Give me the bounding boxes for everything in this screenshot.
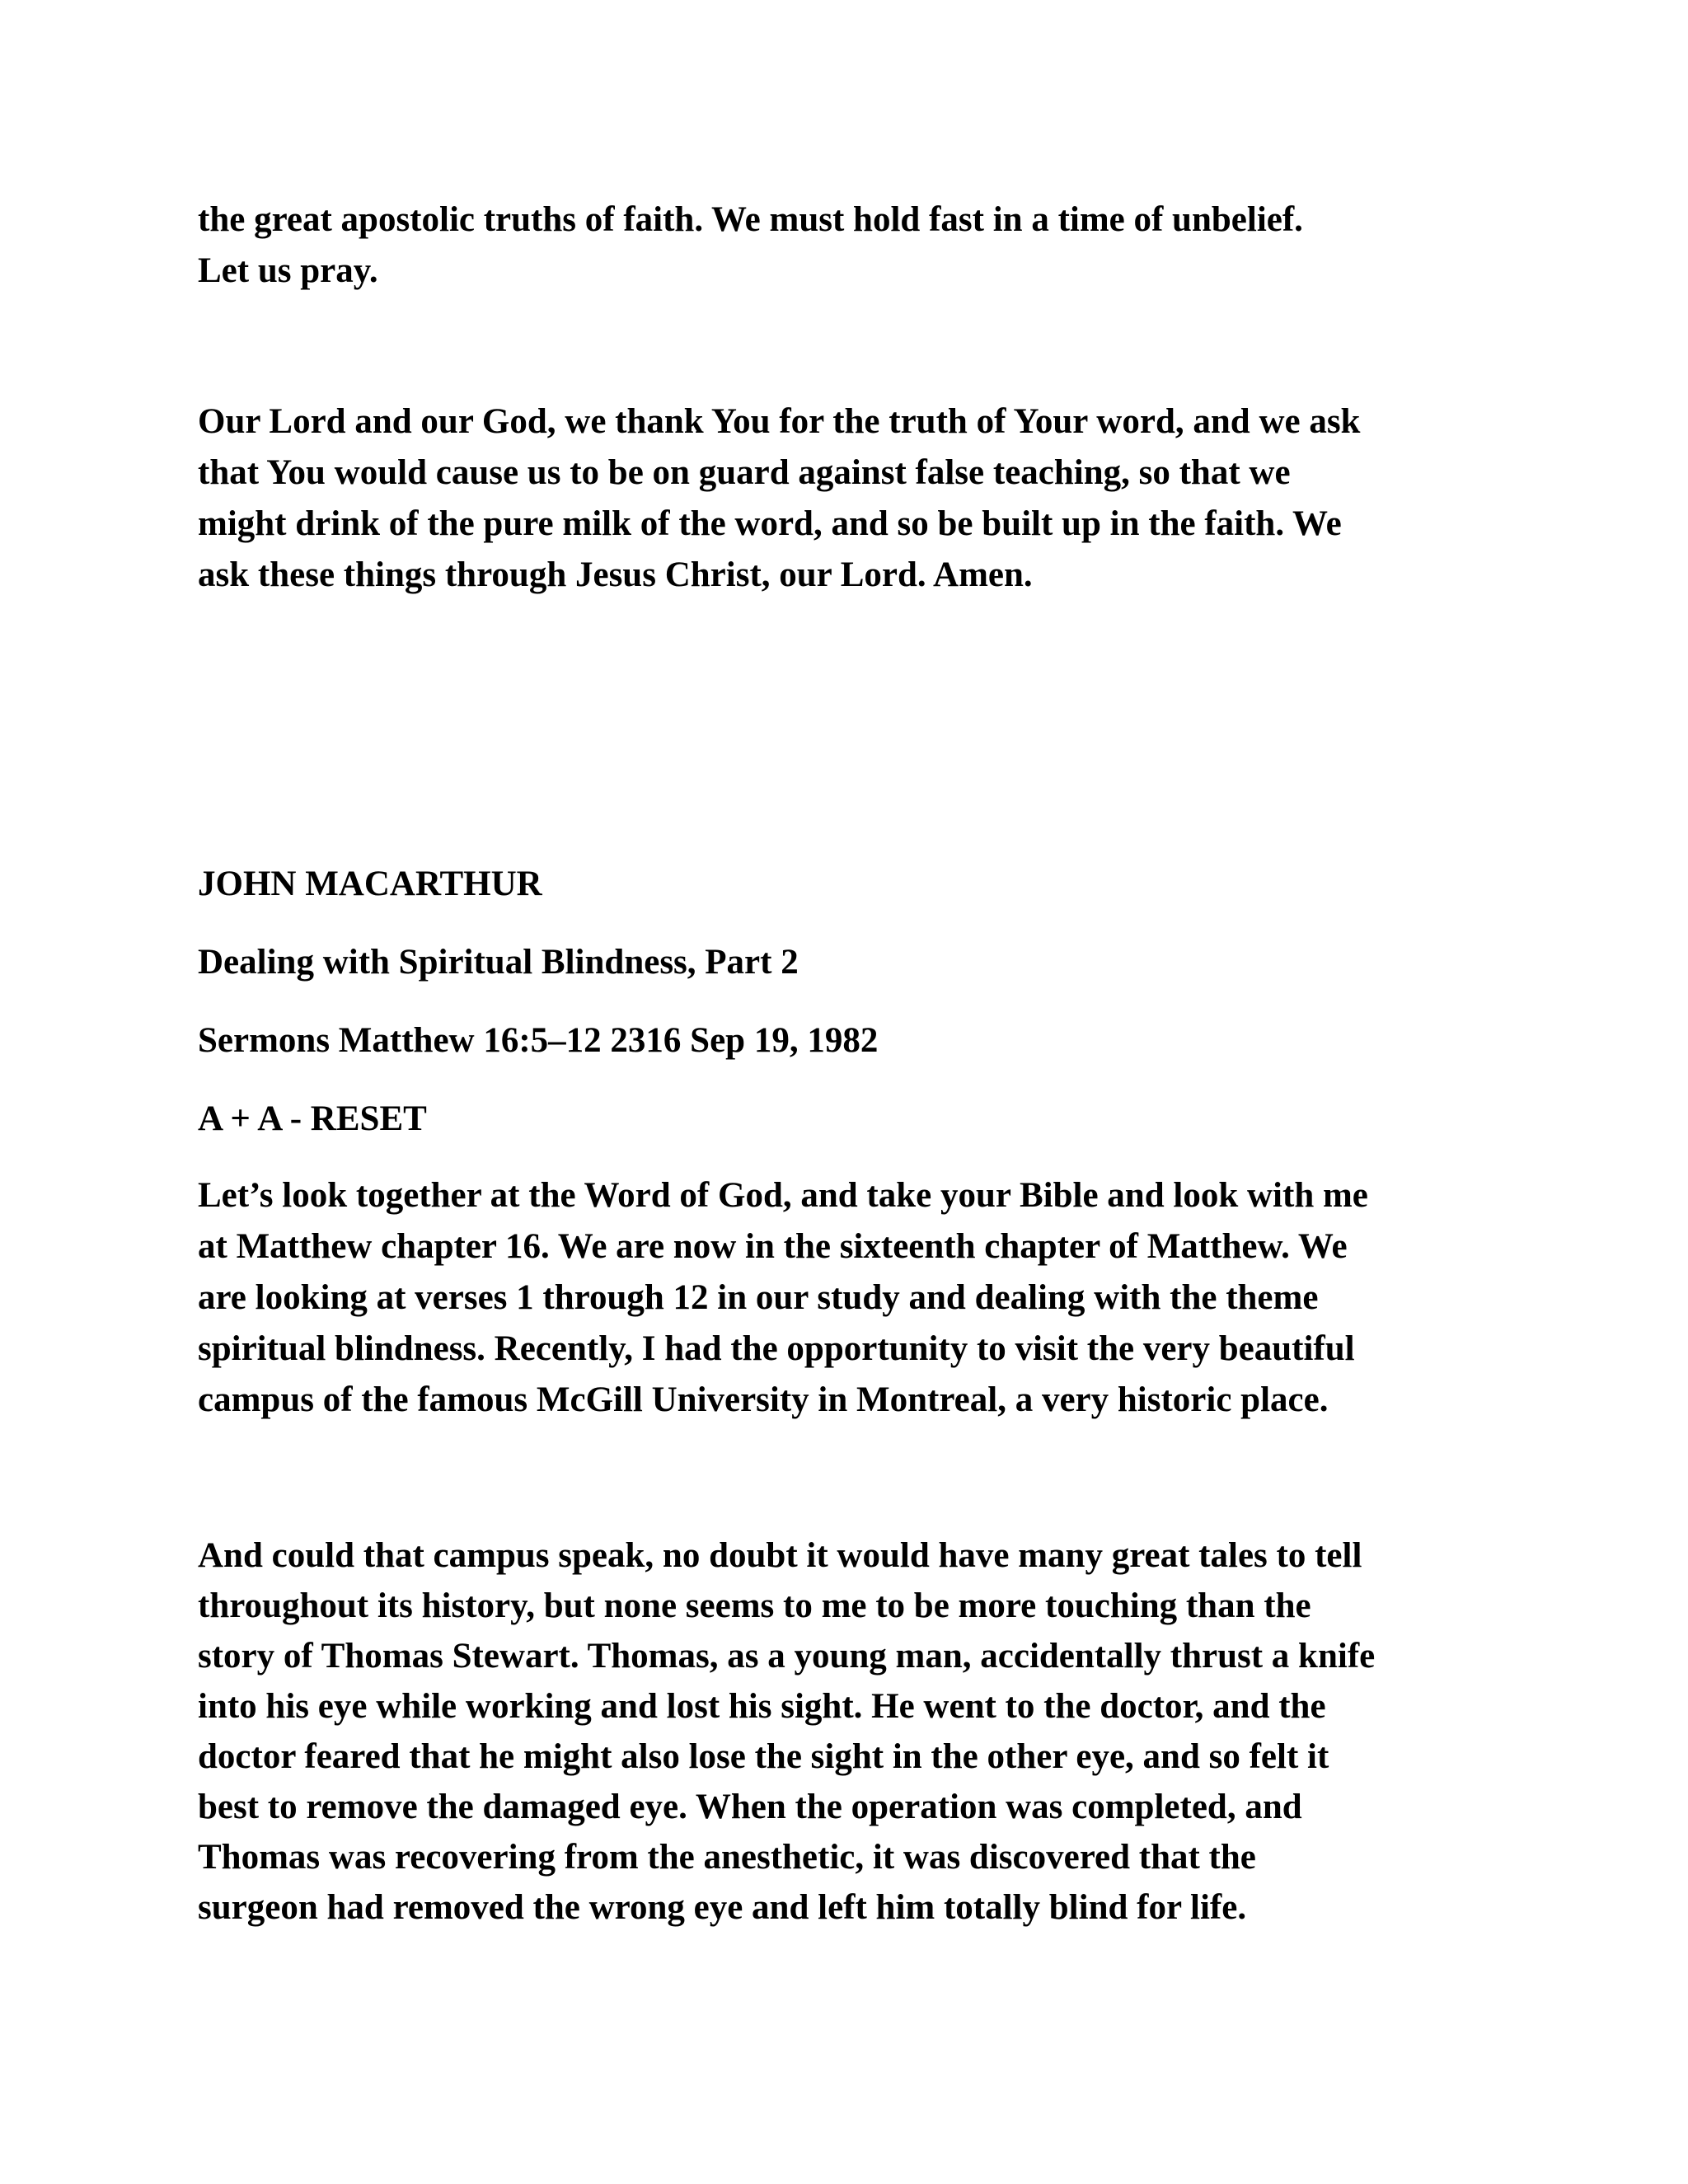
font-size-controls: A + A - RESET (198, 1099, 427, 1138)
story-paragraph-line: throughout its history, but none seems to me to be more touching than the (198, 1586, 1311, 1625)
story-paragraph-line: surgeon had removed the wrong eye and left him totally blind for life. (198, 1888, 1247, 1927)
intro-paragraph-line: Let’s look together at the Word of God, and take your Bible and look with me (198, 1176, 1368, 1215)
story-paragraph-line: Thomas was recovering from the anesthetic, it was discovered that the (198, 1838, 1256, 1877)
prayer-line: might drink of the pure milk of the word, and so be built up in the faith. We (198, 504, 1342, 543)
intro-paragraph-line: are looking at verses 1 through 12 in our study and dealing with the theme (198, 1278, 1319, 1317)
intro-paragraph-line: campus of the famous McGill University in Montreal, a very historic place. (198, 1380, 1329, 1419)
sermon-title: Dealing with Spiritual Blindness, Part 2 (198, 943, 799, 982)
story-paragraph-line: best to remove the damaged eye. When the operation was completed, and (198, 1788, 1302, 1826)
story-paragraph-line: doctor feared that he might also lose the sight in the other eye, and so felt it (198, 1737, 1329, 1776)
sermon-meta: Sermons Matthew 16:5–12 2316 Sep 19, 1982 (198, 1021, 879, 1060)
closing-paragraph-line: Let us pray. (198, 251, 378, 290)
story-paragraph-line: story of Thomas Stewart. Thomas, as a young man, accidentally thrust a knife (198, 1637, 1376, 1675)
intro-paragraph-line: spiritual blindness. Recently, I had the opportunity to visit the very beautiful (198, 1329, 1355, 1368)
prayer-line: that You would cause us to be on guard against false teaching, so that we (198, 453, 1291, 492)
closing-paragraph-line: the great apostolic truths of faith. We must hold fast in a time of unbelief. (198, 200, 1303, 239)
prayer-line: ask these things through Jesus Christ, our Lord. Amen. (198, 555, 1033, 594)
intro-paragraph-line: at Matthew chapter 16. We are now in the sixteenth chapter of Matthew. We (198, 1227, 1348, 1266)
story-paragraph-line: into his eye while working and lost his sight. He went to the doctor, and the (198, 1687, 1326, 1726)
prayer-line: Our Lord and our God, we thank You for the truth of Your word, and we ask (198, 402, 1361, 441)
story-paragraph-line: And could that campus speak, no doubt it would have many great tales to tell (198, 1536, 1362, 1575)
author-name: JOHN MACARTHUR (198, 865, 542, 903)
